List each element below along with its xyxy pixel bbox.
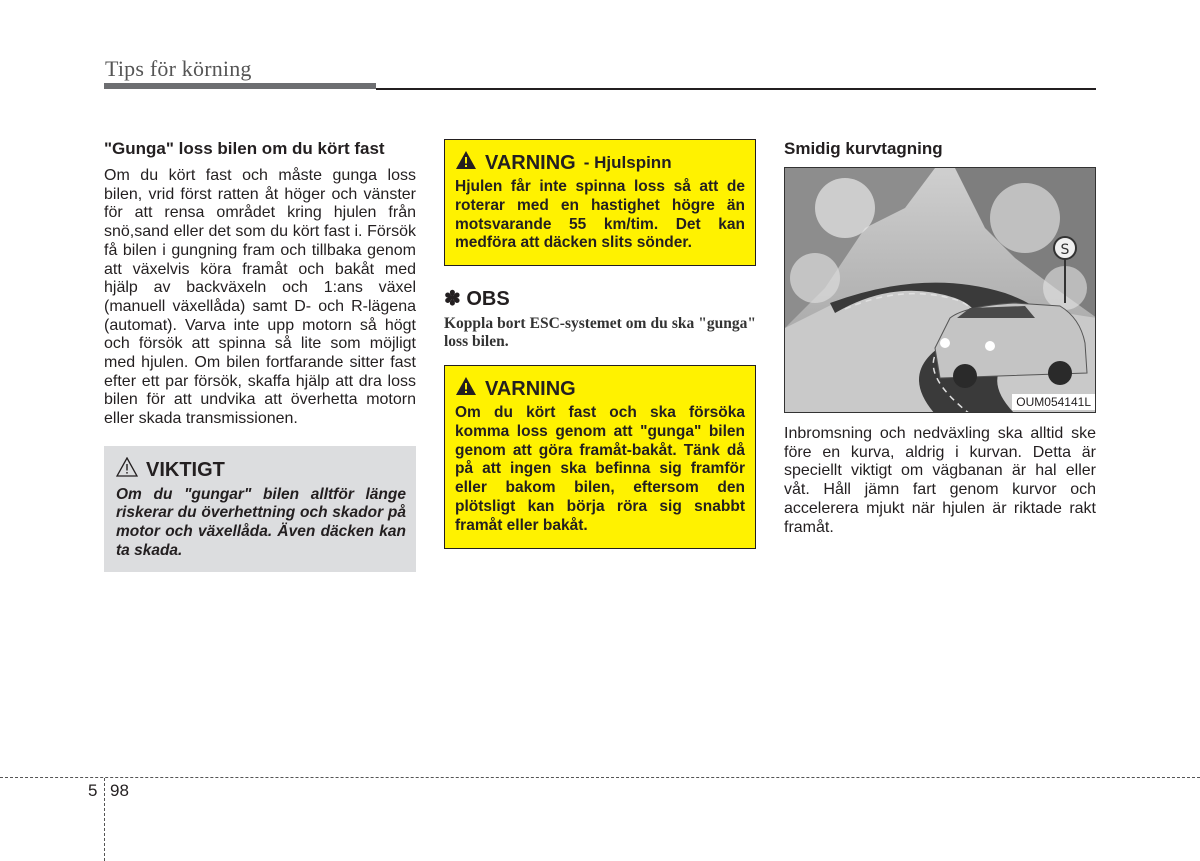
middle-column — [444, 139, 756, 559]
warning-box-wheelspin — [444, 139, 756, 266]
viktigt-notice-box — [104, 446, 416, 572]
left-column — [104, 139, 416, 572]
winter-road-car-image — [784, 167, 1096, 413]
warning-triangle-icon — [455, 150, 477, 176]
caution-outline-icon — [116, 457, 138, 483]
warning-subtitle: - Hjulspinn — [583, 153, 672, 172]
image-caption: OUM054141L — [1012, 394, 1095, 410]
warning-body-wheelspin: Hjulen får inte spinna loss så att de roterar med en hastighet högre än motsvarande 55 km/tim. Det kan medföra att däcken slits sönder. — [455, 178, 745, 252]
warning-title: VARNING — [485, 378, 576, 400]
section-heading-cornering: Smidig kurvtagning — [784, 139, 943, 158]
warning-triangle-icon — [455, 376, 477, 402]
warning-body-rocking: Om du kört fast och ska försöka komma loss genom att "gunga" bilen genom att göra framåt-bakåt. Tänk då på att ingen ska befinna sig framför eller bakom bilen, eftersom den plötsligt kan börja röra sig snabbt framåt eller bakåt. — [455, 404, 745, 534]
footer-dashed-rule — [0, 777, 1200, 778]
section-heading-rocking: "Gunga" loss bilen om du kört fast — [104, 139, 385, 158]
warning-box-rocking — [444, 365, 756, 549]
winter-road-illustration — [785, 168, 1096, 413]
warning-title-row — [455, 376, 745, 402]
viktigt-body: Om du "gungar" bilen alltför länge riskerar du överhettning och skador på motor och växellåda. Även däcken kan ta skada. — [116, 485, 406, 559]
header-rule-thin — [376, 88, 1096, 90]
warning-title: VARNING — [485, 152, 576, 174]
obs-body: Koppla bort ESC-systemet om du ska "gunga" loss bilen. — [444, 315, 756, 350]
obs-title: ✽ OBS — [444, 288, 510, 310]
page-header-title: Tips för körning — [105, 56, 252, 81]
header-rule-thick — [104, 83, 376, 89]
cornering-body-text: Inbromsning och nedväxling ska alltid ske före en kurva, aldrig i kurvan. Detta är speciellt viktigt om vägbanan är hal eller våt. Håll jämn fart genom kurvor och accelerera mjukt när hjulen är riktade rakt framåt. — [784, 425, 1096, 536]
warning-title-row — [455, 150, 745, 176]
obs-note — [444, 287, 756, 351]
footer-vertical-dashed-rule — [104, 778, 105, 861]
viktigt-title-row — [116, 457, 406, 483]
rocking-body-text: Om du kört fast och måste gunga loss bilen, vrid först ratten åt höger och vänster för att rensa området kring hjulen från snö,sand eller det som du kört fast i. Försök få bilen i gungning fram och tillbaka genom att växelvis köra framåt och bakåt med hjälp av backväxeln och 1:ans växel (manuell växellåda) samt D- och R-lägena (automat). Varva inte upp motorn så högt och försök att spinna så lite som möjligt med hjulen. Om bilen fortfarande sitter fast efter ett par försök, skaffa hjälp att dra loss bilen för att undvika att överhetta motorn eller skada transmissionen. — [104, 167, 416, 428]
svg-text:S: S — [1060, 242, 1070, 258]
viktigt-title: VIKTIGT — [146, 458, 225, 481]
right-column — [784, 139, 1096, 537]
page-number: 98 — [110, 781, 129, 800]
chapter-number: 5 — [88, 781, 98, 800]
